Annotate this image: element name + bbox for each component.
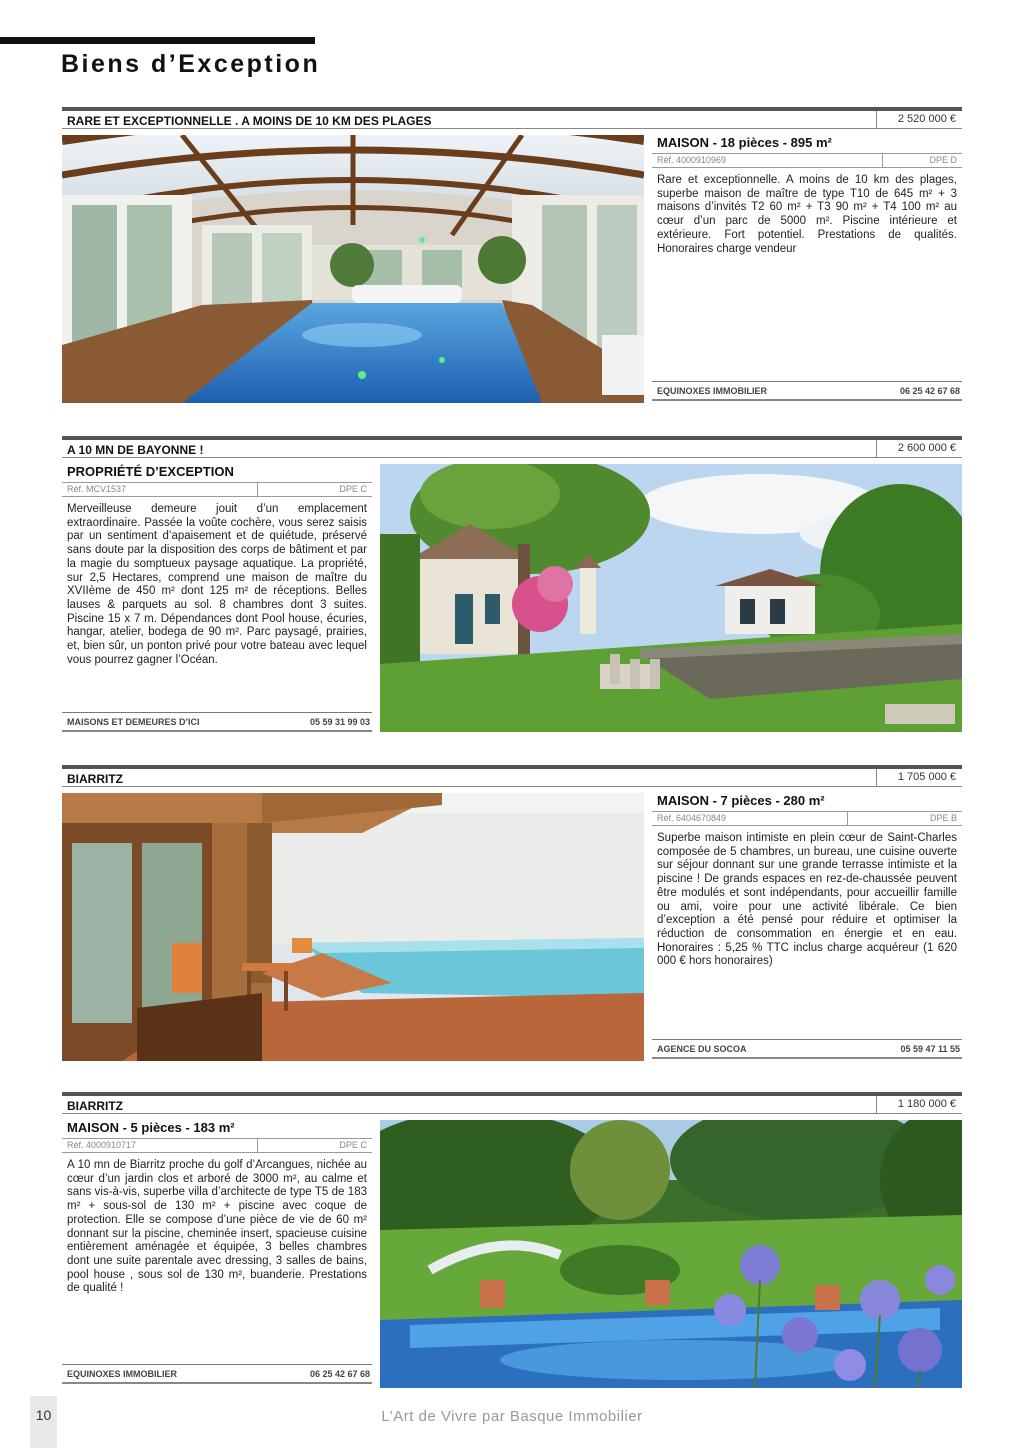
property-type: MAISON - 7 pièces - 280 m² xyxy=(657,793,825,808)
agency-name: AGENCE DU SOCOA xyxy=(657,1044,747,1054)
listing-description: Superbe maison intimiste en plein cœur de Saint-Charles composée de 5 chambres, un bureau, une cuisine ouverte sur séjour donnant sur une grande terrasse intimiste et la piscine ! De grands espaces en rez-de-chaussée peuvent être modulés et sont indépendants, pour accueillir famille ou ami, voire pour une activité libérale. Ce bien d’exception a été pensé pour réduire et optimiser la réduction de consommation en énergie et en eau. Honoraires : 5,25 % TTC inclus charge acquéreur (1 620 000 € hors honoraires) xyxy=(657,832,957,968)
agency-footer xyxy=(652,381,962,401)
property-type: MAISON - 18 pièces - 895 m² xyxy=(657,135,832,150)
listing-info xyxy=(652,791,962,1061)
listing-card[interactable] xyxy=(62,436,962,734)
reference-number: Réf. 6404670849 xyxy=(657,813,727,823)
listing-description: Merveilleuse demeure jouit d’un emplacement extraordinaire. Passée la voûte cochère, vous serez saisis par un sentiment d’apaisement et de quiétude, préservé sans doute par la disposition des corps de bâtiment et par la magie du somptueux paysage aquatique. La propriété, sur 2,5 Hectares, comprend une maison de maître du XVIIème de 450 m² dont 125 m² de réceptions. Belles lauses & parquets au sol. 8 chambres dont 3 suites. Piscine 15 x 7 m. Dépendances dont Pool house, écuries, hangar, atelier, bodega de 90 m². Parc paysagé, prairies, et, bien sûr, un ponton privé pour votre bateau avec lequel vous pourrez gagner l’Océan. xyxy=(67,503,367,666)
listing-photo-indoor-pool[interactable] xyxy=(62,135,644,403)
dpe-rating: DPE C xyxy=(339,1140,367,1150)
listing-price: 2 600 000 € xyxy=(876,440,962,457)
dpe-rating: DPE C xyxy=(339,484,367,494)
agency-name: EQUINOXES IMMOBILIER xyxy=(657,386,768,396)
agency-name: MAISONS ET DEMEURES D’ICI xyxy=(67,717,200,727)
agency-footer xyxy=(62,1364,372,1384)
listing-heading: RARE ET EXCEPTIONNELLE . A MOINS DE 10 KM DES PLAGES xyxy=(67,114,432,128)
title-accent-bar xyxy=(0,37,315,44)
agency-name: EQUINOXES IMMOBILIER xyxy=(67,1369,178,1379)
listing-price: 1 180 000 € xyxy=(876,1096,962,1113)
reference-number: Réf. 4000910717 xyxy=(67,1140,137,1150)
property-type: PROPRIÉTÉ D’EXCEPTION xyxy=(67,464,234,479)
listing-heading: BIARRITZ xyxy=(67,1099,123,1113)
reference-number: Réf. 4000910969 xyxy=(657,155,727,165)
listing-description: Rare et exceptionnelle. A moins de 10 km des plages, superbe maison de maître de type T10 de 645 m² + 3 maisons d’invités T2 60 m² + T3 90 m² + T4 100 m² au cœur d’un parc de 5000 m². Piscine intérieure et extérieure. Fort potentiel. Prestations de qualités. Honoraires charge vendeur xyxy=(657,174,957,255)
property-type: MAISON - 5 pièces - 183 m² xyxy=(67,1120,235,1135)
page-number: 10 xyxy=(30,1396,57,1448)
agency-footer xyxy=(652,1039,962,1059)
listing-photo-garden-pool[interactable] xyxy=(380,1120,962,1388)
listing-header xyxy=(62,107,962,129)
agency-phone[interactable]: 06 25 42 67 68 xyxy=(309,1369,370,1379)
listing-header xyxy=(62,436,962,458)
listing-info xyxy=(62,1118,372,1390)
reference-row xyxy=(62,1138,372,1153)
listing-heading: BIARRITZ xyxy=(67,772,123,786)
listing-info xyxy=(652,133,962,403)
listing-info xyxy=(62,462,372,734)
reference-row xyxy=(652,153,962,168)
listing-header xyxy=(62,1092,962,1114)
listing-price: 2 520 000 € xyxy=(876,111,962,128)
page-title: Biens d’Exception xyxy=(61,50,321,78)
listing-description: A 10 mn de Biarritz proche du golf d’Arcangues, nichée au cœur d’un jardin clos et arboré de 3000 m², au calme et sans vis-à-vis, superbe villa d’architecte de type T5 de 183 m² + sous-sol de 130 m² + piscine avec coque de protection. Elle se compose d’une pièce de vie de 60 m² donnant sur la piscine, cheminée insert, spacieuse cuisine entièrement aménagée et équipée, 3 belles chambres dont une suite parentale avec dressing, 3 salles de bains, pool house , sous sol de 130 m², buanderie. Prestations de qualité ! xyxy=(67,1159,367,1295)
listing-header xyxy=(62,765,962,787)
listing-photo-estate-garden[interactable] xyxy=(380,464,962,732)
listing-card[interactable] xyxy=(62,765,962,1063)
reference-number: Réf. MCV1537 xyxy=(67,484,127,494)
dpe-divider xyxy=(882,154,883,167)
dpe-rating: DPE D xyxy=(929,155,957,165)
listing-photo-terrace-pool[interactable] xyxy=(62,793,644,1061)
reference-row xyxy=(652,811,962,826)
listing-card[interactable] xyxy=(62,107,962,405)
agency-phone[interactable]: 05 59 31 99 03 xyxy=(309,717,370,727)
reference-row xyxy=(62,482,372,497)
agency-footer xyxy=(62,712,372,732)
agency-phone[interactable]: 05 59 47 11 55 xyxy=(900,1044,960,1054)
dpe-divider xyxy=(257,1139,258,1152)
dpe-divider xyxy=(257,483,258,496)
listing-price: 1 705 000 € xyxy=(876,769,962,786)
page-footer: L’Art de Vivre par Basque Immobilier xyxy=(381,1408,643,1425)
listing-card[interactable] xyxy=(62,1092,962,1390)
agency-phone[interactable]: 06 25 42 67 68 xyxy=(899,386,960,396)
dpe-rating: DPE B xyxy=(929,813,957,823)
dpe-divider xyxy=(847,812,848,825)
listing-heading: A 10 MN DE BAYONNE ! xyxy=(67,443,204,457)
